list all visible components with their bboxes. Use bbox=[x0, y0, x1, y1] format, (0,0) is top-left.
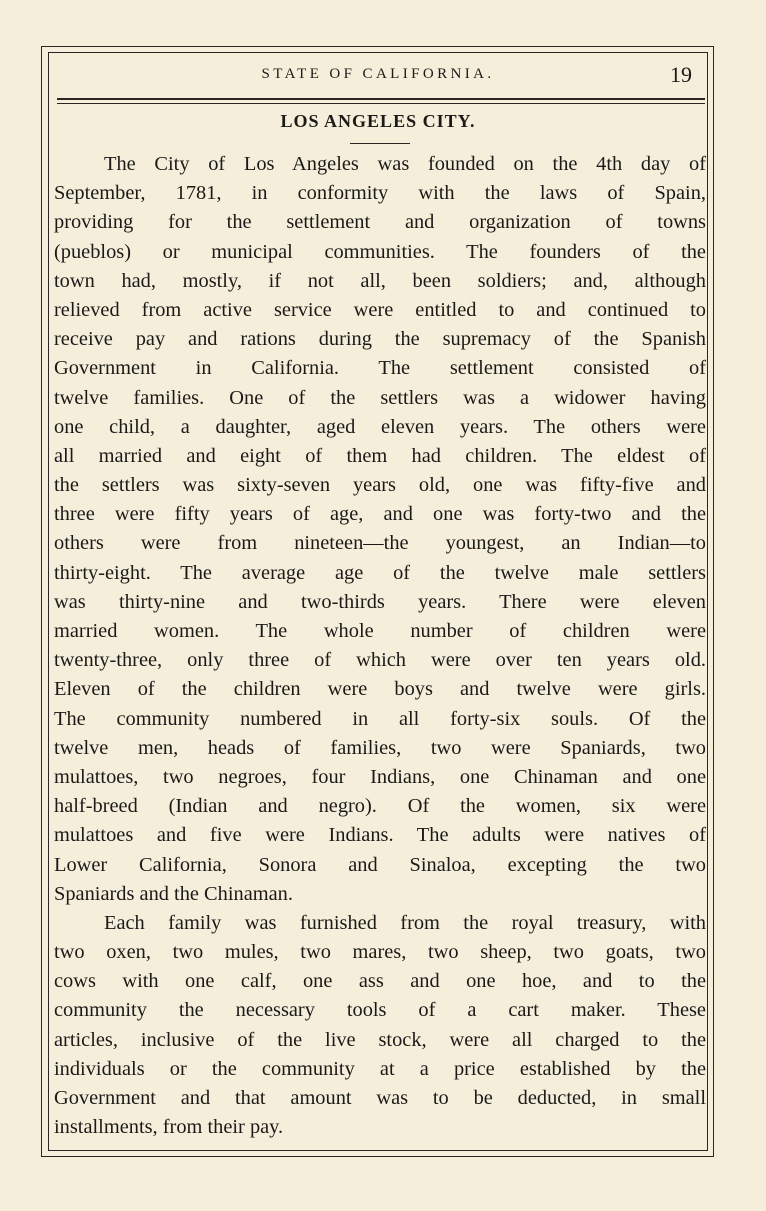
text-line: articles, inclusive of the live stock, were all charged to the bbox=[54, 1028, 706, 1051]
text-line: town had, mostly, if not all, been soldiers; and, although bbox=[54, 269, 706, 292]
text-line: Government and that amount was to be deducted, in small bbox=[54, 1087, 706, 1109]
text-line: relieved from active service were entitled to and continued to bbox=[54, 298, 706, 321]
text-line: receive pay and rations during the supremacy of the Spanish bbox=[54, 328, 706, 351]
title-rule bbox=[350, 143, 410, 144]
text-line: Eleven of the children were boys and twelve were girls. bbox=[54, 678, 706, 701]
text-line: twelve families. One of the settlers was a widower having bbox=[54, 386, 706, 409]
text-line: twelve men, heads of families, two were Spaniards, two bbox=[54, 736, 706, 759]
text-line: all married and eight of them had children. The eldest of bbox=[54, 444, 706, 467]
text-line: The community numbered in all forty-six souls. Of the bbox=[54, 707, 706, 730]
text-line: one child, a daughter, aged eleven years. The others were bbox=[54, 415, 706, 438]
text-line: half-breed (Indian and negro). Of the women, six were bbox=[54, 795, 706, 818]
header-rule-thin bbox=[57, 103, 705, 104]
text-line: Government in California. The settlement consisted of bbox=[54, 357, 706, 380]
header-rule-thick bbox=[57, 98, 705, 100]
text-line: The City of Los Angeles was founded on the 4th day of bbox=[104, 153, 706, 175]
text-line: installments, from their pay. bbox=[54, 1116, 284, 1139]
text-line: Lower California, Sonora and Sinaloa, excepting the two bbox=[54, 853, 706, 876]
text-line: was thirty-nine and two-thirds years. There were eleven bbox=[54, 590, 706, 613]
text-line: mulattoes, two negroes, four Indians, one Chinaman and one bbox=[54, 765, 706, 788]
text-line: cows with one calf, one ass and one hoe, and to the bbox=[54, 970, 706, 993]
text-line: mulattoes and five were Indians. The adults were natives of bbox=[54, 824, 706, 847]
text-line: providing for the settlement and organization of towns bbox=[54, 211, 706, 234]
text-line: Each family was furnished from the royal treasury, with bbox=[104, 911, 706, 934]
text-line: married women. The whole number of children were bbox=[54, 620, 706, 642]
running-head bbox=[48, 62, 708, 92]
paragraph-supplies bbox=[54, 909, 706, 1143]
text-line: September, 1781, in conformity with the laws of Spain, bbox=[54, 182, 706, 205]
text-line: community the necessary tools of a cart maker. These bbox=[54, 999, 706, 1022]
text-line: individuals or the community at a price established by the bbox=[54, 1057, 706, 1080]
text-line: three were fifty years of age, and one was forty-two and the bbox=[54, 503, 706, 526]
text-line: two oxen, two mules, two mares, two sheep, two goats, two bbox=[54, 941, 706, 964]
page-number: 19 bbox=[670, 62, 692, 87]
section-title: LOS ANGELES CITY. bbox=[280, 111, 476, 131]
text-line: others were from nineteen—the youngest, an Indian—to bbox=[54, 532, 706, 555]
running-title: STATE OF CALIFORNIA. bbox=[261, 66, 495, 82]
text-line: Spaniards and the Chinaman. bbox=[54, 882, 293, 905]
paragraph-founding bbox=[54, 150, 706, 909]
text-line: (pueblos) or municipal communities. The founders of the bbox=[54, 240, 706, 263]
body-text bbox=[54, 150, 706, 1142]
text-line: twenty-three, only three of which were over ten years old. bbox=[54, 649, 706, 672]
text-line: the settlers was sixty-seven years old, one was fifty-five and bbox=[54, 474, 706, 497]
text-line: thirty-eight. The average age of the twelve male settlers bbox=[54, 561, 706, 584]
